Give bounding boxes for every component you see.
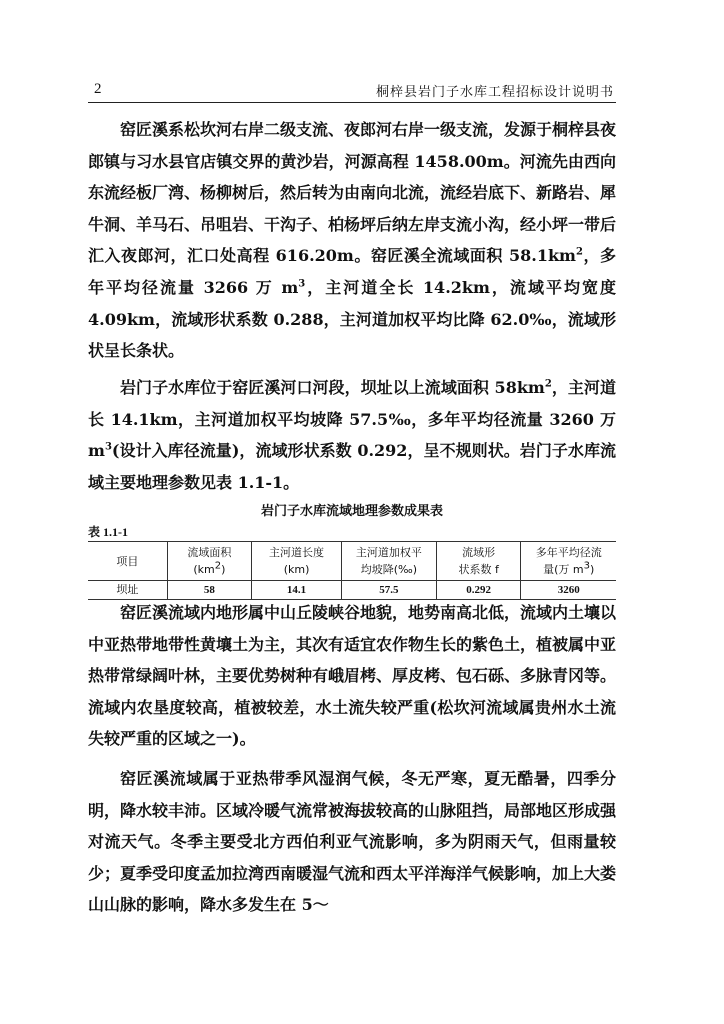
paragraph-2-text-a: 岩门子水库位于窑匠溪河口河段，坝址以上流域面积 58km bbox=[120, 378, 545, 397]
table-cell: 14.1 bbox=[252, 581, 342, 600]
running-title: 桐梓县岩门子水库工程招标设计说明书 bbox=[375, 85, 614, 100]
paragraph-2-text-c: (设计入库径流量)，流域形状系数 0.292，呈不规则状。岩门子水库流域主要地理参数见表 1.1-1。 bbox=[88, 441, 616, 492]
header-weighted-slope: 主河道加权平 均坡降(‰) bbox=[341, 542, 436, 581]
header-main-channel-length: 主河道长度 (km) bbox=[252, 542, 342, 581]
page-header bbox=[88, 80, 616, 103]
table-caption: 岩门子水库流域地理参数成果表 bbox=[260, 504, 443, 519]
paragraph-4-text: 窑匠溪流域属于亚热带季风湿润气候，冬无严寒，夏无酷暑，四季分明，降水较丰沛。区域冷暖气流常被海拔较高的山脉阻挡，局部地区形成强对流天气。冬季主要受北方西伯利亚气流影响，多为阴雨天气，但雨量较少；夏季受印度孟加拉湾西南暖湿气流和西太平洋海洋气候影响，加上大娄山山脉的影响，降水多发生在 5～ bbox=[88, 769, 617, 915]
paragraph-1-text-a: 窑匠溪系松坎河右岸二级支流、夜郎河右岸一级支流，发源于桐梓县夜郎镇与习水县官店镇交界的黄沙岩，河源高程 1458.00m。河流先由西向东流经板厂湾、杨柳树后，然后转为由南向北流，流经岩底下、新路岩、犀牛洞、羊马石、吊咀岩、干沟子、柏杨坪后纳左岸支流小沟，经小坪一带后汇入夜郎河，汇口处高程 616.20m。窑匠溪全流域面积 58.1km bbox=[88, 120, 617, 266]
paragraph-4 bbox=[88, 763, 616, 921]
paragraph-3 bbox=[88, 597, 616, 755]
paragraph-1-text-c: ，主河道全长 14.2km，流域平均宽度 4.09km，流域形状系数 0.288，主河道加权平均比降 62.0‰，流域形状呈长条状。 bbox=[88, 277, 616, 361]
paragraph-2-text-b: ，主河道长 14.1km，主河道加权平均坡降 57.5‰，多年平均径流量 3260 万 m bbox=[88, 378, 616, 461]
table-cell: 0.292 bbox=[436, 581, 520, 600]
superscript: 3 bbox=[104, 441, 112, 453]
header-shape-coefficient: 流域形 状系数 f bbox=[436, 542, 520, 581]
paragraph-3-text: 窑匠溪流域内地形属中山丘陵峡谷地貌，地势南高北低，流域内土壤以中亚热带地带性黄壤土为主，其次有适宜农作物生长的紫色土，植被属中亚热带常绿阔叶林，主要优势树种有峨眉栲、厚皮栲、包石砾、多脉青冈等。流域内农垦度较高，植被较差，水土流失较严重(松坎河流域属贵州水土流失较严重的区域之一)。 bbox=[88, 603, 617, 749]
table-number: 表 1.1-1 bbox=[88, 525, 128, 539]
superscript: 2 bbox=[544, 378, 552, 390]
header-basin-area: 流域面积 $(km^2)$ bbox=[167, 542, 251, 581]
paragraph-1 bbox=[88, 114, 616, 367]
header-item: 项目 bbox=[88, 542, 167, 581]
superscript: 3 bbox=[298, 278, 306, 290]
header-annual-runoff: 多年平均径流 量(万 $m^3$) bbox=[521, 542, 616, 581]
table-cell: 坝址 bbox=[88, 581, 167, 600]
table-header-row bbox=[88, 542, 616, 581]
paragraph-1-text-b: ，多年平均径流量 3266 万 m bbox=[88, 246, 616, 297]
geographic-parameters-table bbox=[88, 541, 616, 600]
table-cell: 58 bbox=[167, 581, 251, 600]
paragraph-2 bbox=[88, 372, 616, 498]
superscript: 2 bbox=[576, 247, 583, 259]
page-number: 2 bbox=[94, 81, 102, 97]
table-cell: 57.5 bbox=[341, 581, 436, 600]
table-cell: 3260 bbox=[521, 581, 616, 600]
